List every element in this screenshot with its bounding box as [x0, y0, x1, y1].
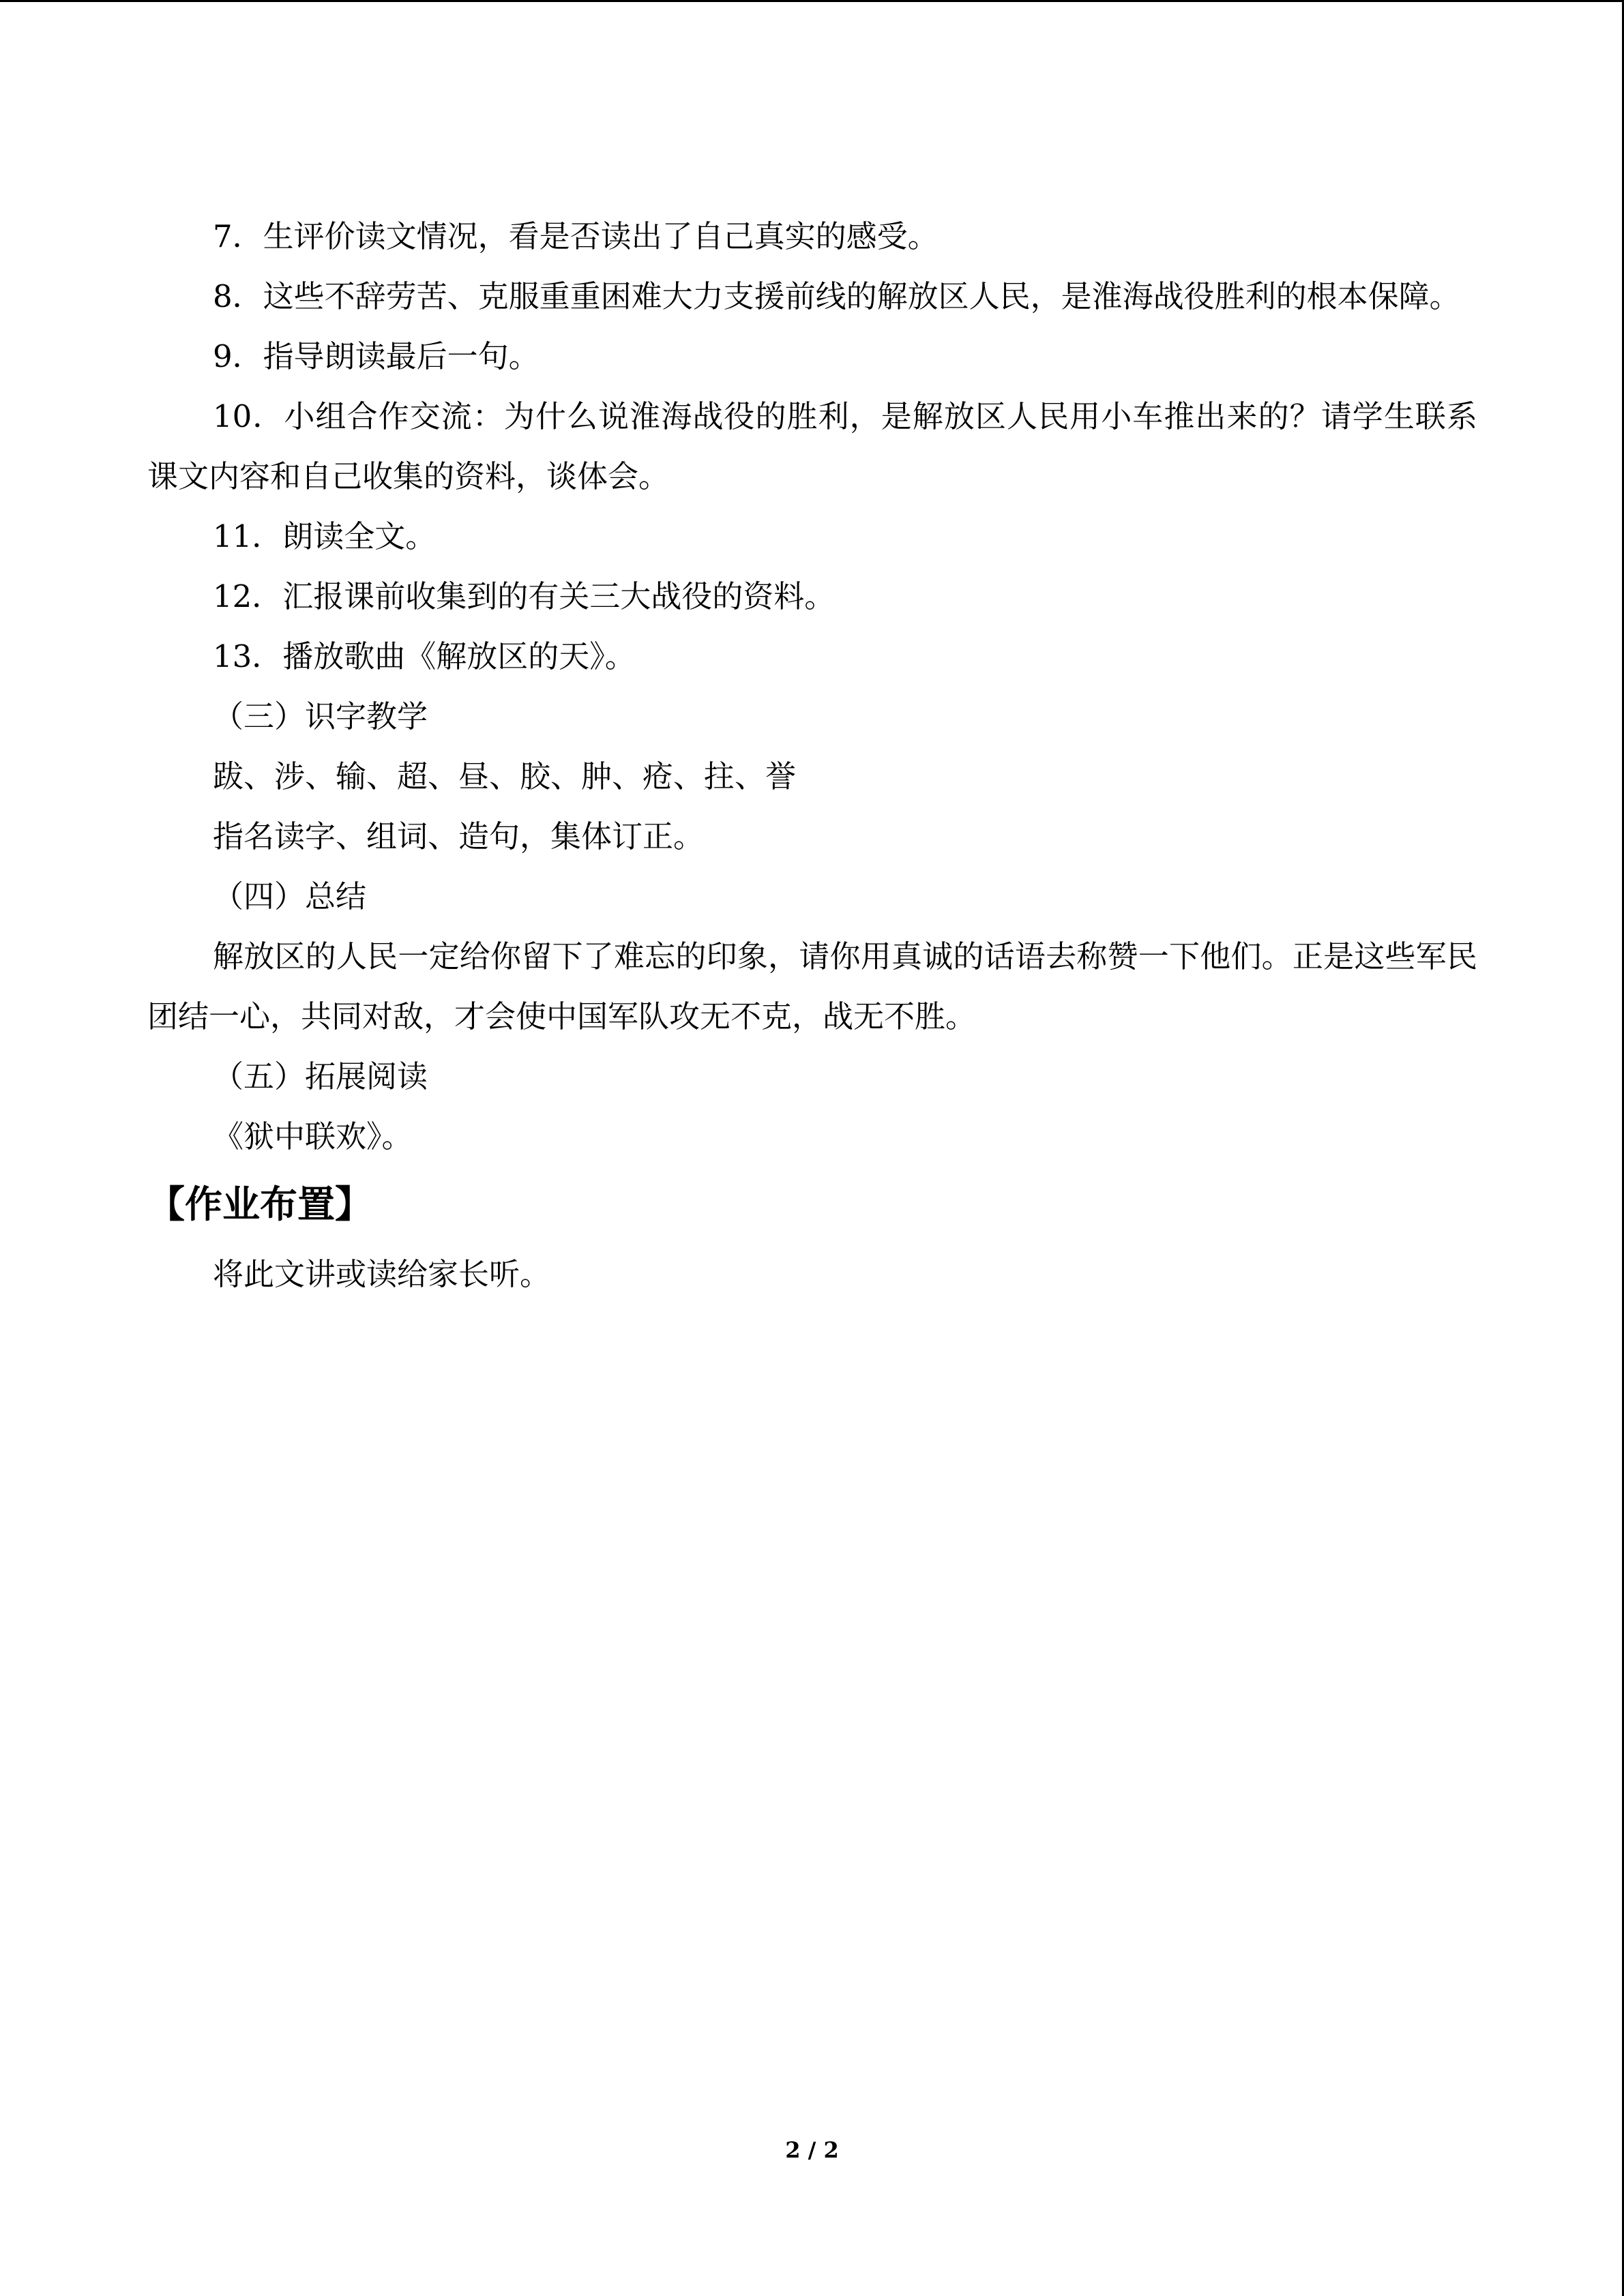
paragraph-character-practice: 指名读字、组词、造句，集体订正。 [213, 818, 705, 854]
homework-heading: 【作业布置】 [147, 1182, 373, 1226]
paragraph-homework: 将此文讲或读给家长听。 [213, 1256, 551, 1292]
paragraph-characters: 跋、涉、输、超、昼、胶、肿、疮、拄、誉 [213, 758, 797, 794]
paragraph-step-7: 7．生评价读文情况，看是否读出了自己真实的感受。 [213, 218, 939, 254]
paragraph-summary: 解放区的人民一定给你留下了难忘的印象，请你用真诚的话语去称赞一下他们。正是这些军民团结一心，共同对敌，才会使中国军队攻无不克，战无不胜。 [147, 938, 1477, 1034]
paragraph-step-12: 12．汇报课前收集到的有关三大战役的资料。 [213, 578, 836, 614]
paragraph-step-11: 11．朗读全文。 [213, 518, 437, 554]
section-heading-literacy: （三）识字教学 [213, 698, 428, 734]
section-heading-extended-reading: （五）拓展阅读 [213, 1058, 428, 1094]
paragraph-step-8: 8．这些不辞劳苦、克服重重困难大力支援前线的解放区人民，是淮海战役胜利的根本保障。 [213, 278, 1460, 314]
section-heading-summary: （四）总结 [213, 878, 367, 914]
paragraph-extended-reading: 《狱中联欢》。 [213, 1118, 413, 1154]
paragraph-step-9: 9．指导朗读最后一句。 [213, 338, 540, 374]
paragraph-step-10: 10．小组合作交流：为什么说淮海战役的胜利，是解放区人民用小车推出来的？请学生联系课文内容和自己收集的资料，谈体会。 [147, 398, 1477, 494]
paragraph-step-13: 13．播放歌曲《解放区的天》。 [213, 638, 636, 674]
document-content [147, 207, 1477, 1304]
page-number: 2 / 2 [785, 2137, 839, 2163]
